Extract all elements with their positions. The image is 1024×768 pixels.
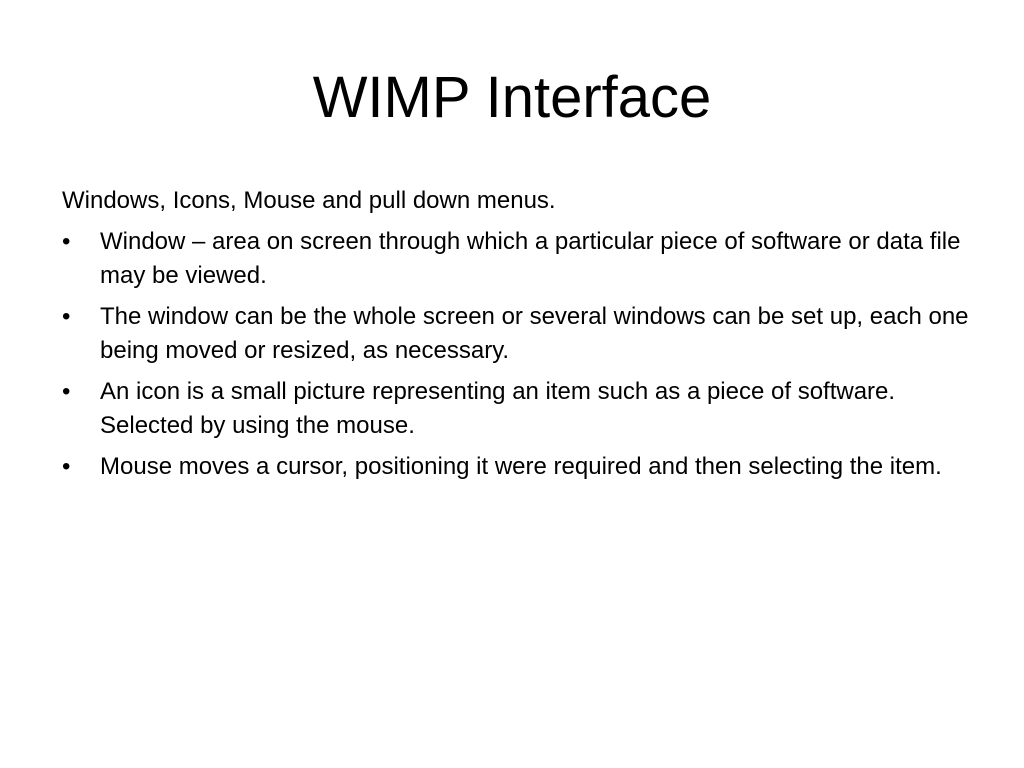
bullet-item-window-layout (62, 300, 972, 368)
bullet-text: Mouse moves a cursor, positioning it were required and then selecting the item. (100, 453, 942, 480)
bullet-icon: • (62, 228, 71, 255)
bullet-text: An icon is a small picture representing an item such as a piece of software. Selected by using the mouse. (100, 378, 896, 439)
bullet-item-window (62, 225, 972, 293)
bullet-list (62, 225, 972, 484)
bullet-text: Window – area on screen through which a particular piece of software or data file may be viewed. (100, 228, 961, 289)
bullet-icon: • (62, 303, 71, 330)
intro-text: Windows, Icons, Mouse and pull down menus. (62, 187, 556, 214)
bullet-icon: • (62, 453, 71, 480)
bullet-text: The window can be the whole screen or several windows can be set up, each one being moved or resized, as necessary. (100, 303, 969, 364)
slide-body (62, 184, 972, 491)
slide-title: WIMP Interface (312, 65, 712, 130)
bullet-item-icon (62, 375, 972, 443)
bullet-icon: • (62, 378, 71, 405)
bullet-item-mouse (62, 450, 972, 484)
